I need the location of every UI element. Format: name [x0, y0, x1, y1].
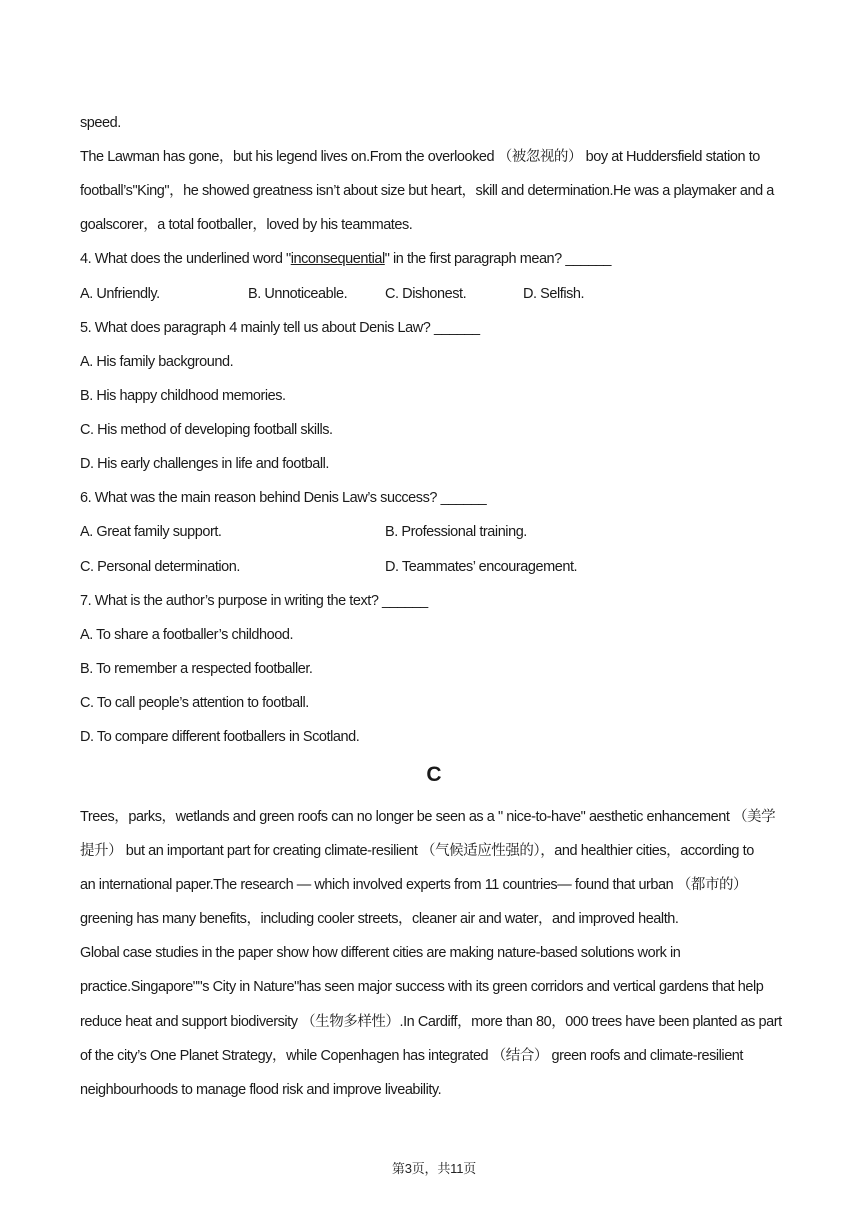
passage-c-line-7: reduce heat and support biodiversity （生物多样性）.In Cardiff，more than 80，000 trees have been planted as part	[80, 1014, 782, 1030]
passage-c-line-8: of the city’s One Planet Strategy，while Copenhagen has integrated （结合） green roofs and climate-resilient	[80, 1048, 743, 1064]
question-4-option-d[interactable]: D. Selfish.	[523, 286, 585, 302]
question-7-option-d[interactable]: D. To compare different footballers in Scotland.	[80, 729, 360, 745]
page-number-footer: 第3页，共11页	[391, 1161, 477, 1176]
question-6-option-c[interactable]: C. Personal determination.	[80, 559, 240, 575]
question-6-option-a[interactable]: A. Great family support.	[80, 524, 222, 540]
underlined-word: inconsequential	[290, 251, 385, 267]
question-6-option-d[interactable]: D. Teammates’ encouragement.	[385, 559, 578, 575]
passage-b-line-1: speed.	[80, 115, 121, 131]
question-5-option-a[interactable]: A. His family background.	[80, 354, 234, 370]
passage-c-line-6: practice.Singapore""s City in Nature"has seen major success with its green corridors and vertical gardens that help	[80, 979, 764, 995]
question-6-option-b[interactable]: B. Professional training.	[385, 524, 527, 540]
passage-c-line-1: Trees，parks，wetlands and green roofs can no longer be seen as a " nice-to-have" aesthetic enhancement （美学	[80, 809, 776, 825]
question-7-option-c[interactable]: C. To call people’s attention to football.	[80, 695, 309, 711]
question-7-option-b[interactable]: B. To remember a respected footballer.	[80, 661, 313, 677]
passage-c-line-5: Global case studies in the paper show how different cities are making nature-based solutions work in	[80, 945, 681, 961]
passage-b-line-2: The Lawman has gone，but his legend lives on.From the overlooked （被忽视的） boy at Huddersfield station to	[80, 149, 760, 165]
passage-b-line-3: football’s"King"，he showed greatness isn’t about size but heart，skill and determination.He was a playmaker and a	[80, 183, 774, 199]
passage-c-heading: C	[426, 763, 442, 786]
passage-c-line-2: 提升） but an important part for creating climate-resilient （气候适应性强的），and healthier cities，according to	[80, 843, 754, 859]
question-4-stem	[80, 249, 795, 269]
passage-b-line-4: goalscorer，a total footballer，loved by his teammates.	[80, 217, 413, 233]
question-7-stem: 7. What is the author’s purpose in writing the text? ______	[80, 593, 428, 609]
question-4-option-a[interactable]: A. Unfriendly.	[80, 286, 160, 302]
question-4-option-b[interactable]: B. Unnoticeable.	[248, 286, 348, 302]
question-6-stem: 6. What was the main reason behind Denis Law’s success? ______	[80, 490, 487, 506]
question-5-stem: 5. What does paragraph 4 mainly tell us about Denis Law? ______	[80, 320, 480, 336]
question-7-option-a[interactable]: A. To share a footballer’s childhood.	[80, 627, 294, 643]
passage-c-line-9: neighbourhoods to manage flood risk and improve liveability.	[80, 1082, 442, 1098]
question-4-stem-after: " in the first paragraph mean? ______	[384, 251, 612, 267]
passage-c-line-3: an international paper.The research — which involved experts from 11 countries— found that urban （都市的）	[80, 877, 748, 893]
question-5-option-d[interactable]: D. His early challenges in life and football.	[80, 456, 329, 472]
question-5-option-b[interactable]: B. His happy childhood memories.	[80, 388, 286, 404]
question-4-option-c[interactable]: C. Dishonest.	[385, 286, 467, 302]
passage-c-line-4: greening has many benefits，including cooler streets，cleaner air and water，and improved health.	[80, 911, 679, 927]
question-5-option-c[interactable]: C. His method of developing football skills.	[80, 422, 333, 438]
question-4-stem-before: 4. What does the underlined word "	[80, 251, 291, 267]
